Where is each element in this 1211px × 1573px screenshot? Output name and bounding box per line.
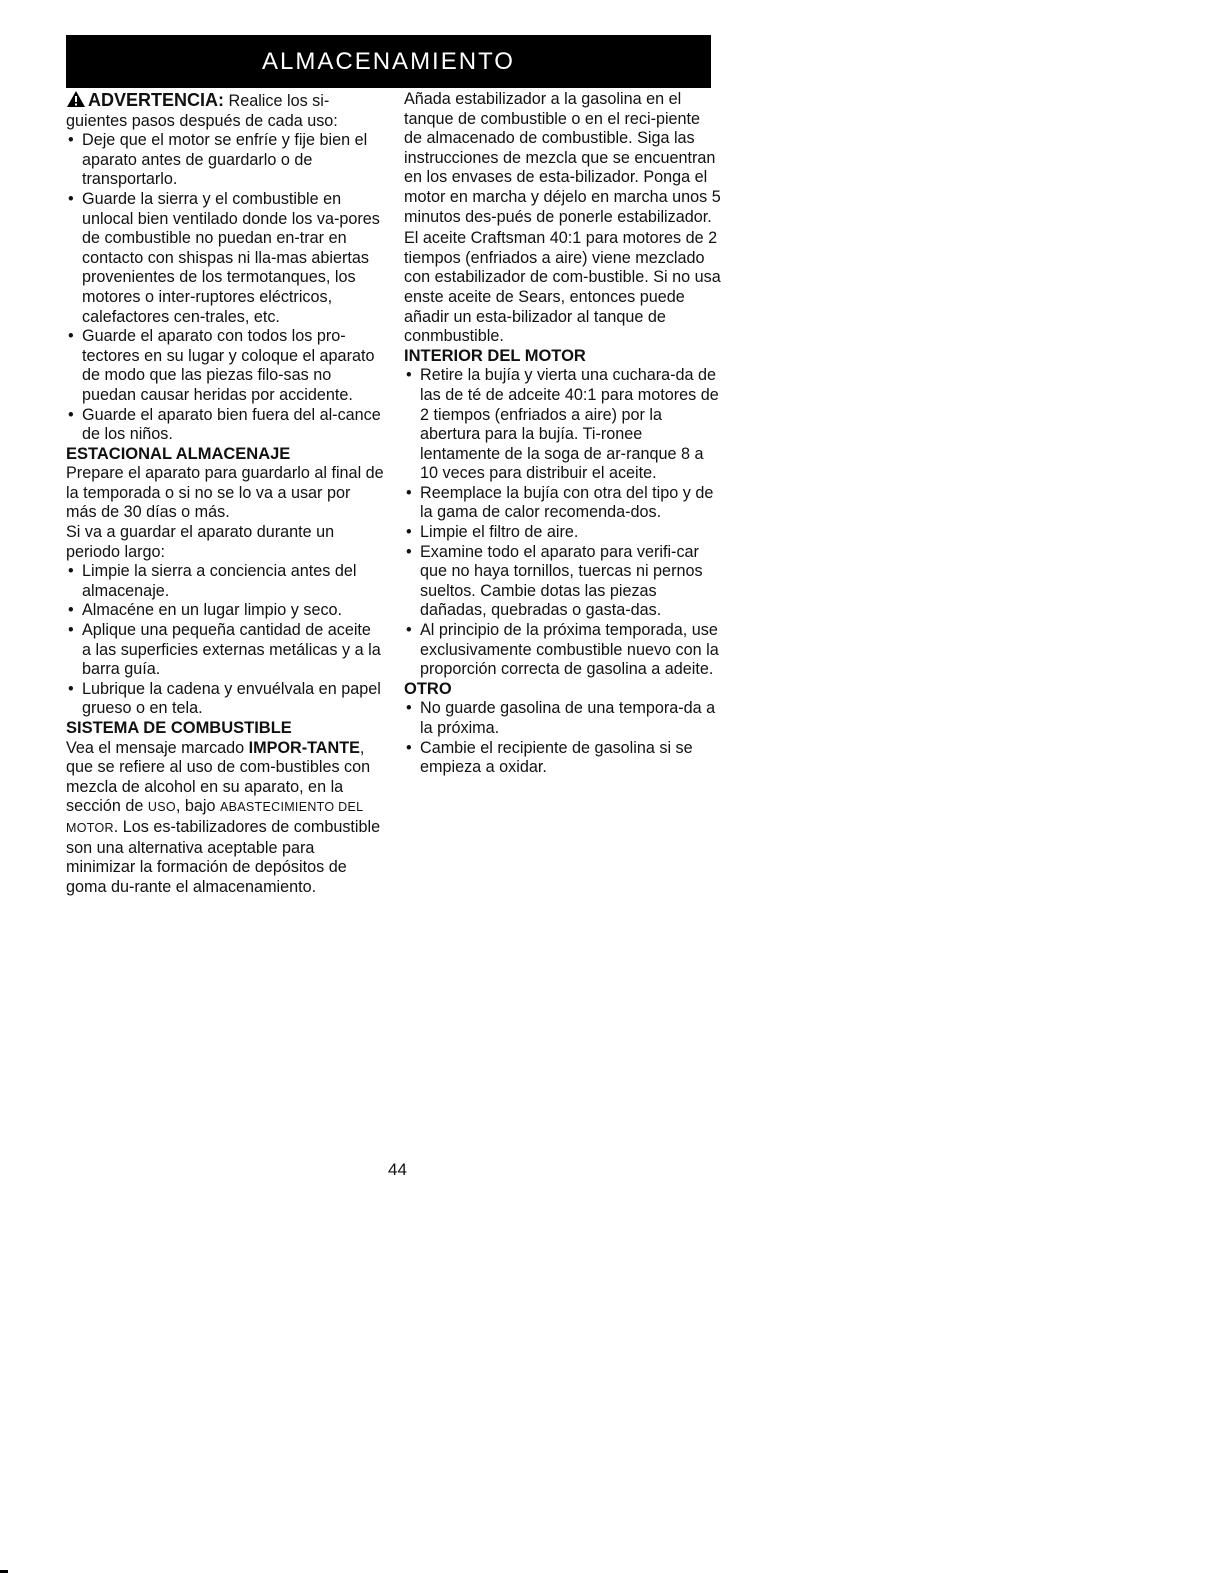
warning-paragraph [66,90,384,131]
list-item: • Reemplace la bujía con otra del tipo y de la gama de calor recomenda-dos. [404,484,722,523]
section-title: ALMACENAMIENTO [262,47,515,75]
section-header [66,35,711,88]
list-item: • Guarde la sierra y el combustible en unlocal bien ventilado donde los va-pores de combustible no puedan en-trar en contacto con shispas ni lla-mas abiertas provenientes de los termotanques, los motores o inter-ruptores eléctricos, calefactores cen-trales, etc. [66,190,384,327]
list-item: • Deje que el motor se enfríe y fije bien el aparato antes de guardarlo o de transportarlo. [66,131,384,190]
other-heading: OTRO [404,679,452,698]
warning-list [66,131,384,445]
right-column [404,90,722,778]
list-item: • No guarde gasolina de una tempora-da a la próxima. [404,699,722,738]
seasonal-heading: ESTACIONAL ALMACENAJE [66,444,291,463]
abastecimiento-ref: ABASTECIMIENTO DEL MOTOR [66,800,363,835]
fuel-text-4: . Los es-tabilizadores de combustible son una alternativa aceptable para minimizar la formación de depósitos de goma du-rante el almacenamiento. [66,817,381,896]
other-list [404,699,722,777]
list-item: • Almacéne en un lugar limpio y seco. [66,601,384,621]
fuel-heading: SISTEMA DE COMBUSTIBLE [66,719,292,737]
left-column [66,90,384,897]
fuel-text-1: Vea el mensaje marcado [66,738,249,757]
page-number: 44 [388,1160,407,1179]
fuel-paragraph [66,739,384,898]
warning-text: Realice los si-guientes pasos después de cada uso: [66,92,338,130]
craftsman-oil-paragraph: El aceite Craftsman 40:1 para motores de 2 tiempos (enfriados a aire) viene mezclado con estabilizador de com-bustible. Si no usa enste aceite de Sears, entonces puede añadir un esta-bilizador al tanque de conmbustible. [404,229,721,346]
warning-label: ADVERTENCIA: [88,90,225,110]
list-item: • Limpie el filtro de aire. [404,523,722,543]
list-item: • Retire la bujía y vierta una cuchara-da de las de té de adceite 40:1 para motores de 2 tiempos (enfriados a aire) por la abertura para la bujía. Ti-ronee lentamente de la soga de ar-ranque 8 a 10 veces para distribuir el aceite. [404,366,722,484]
fuel-text-3: , bajo [175,797,220,816]
seasonal-paragraph-1: Prepare el aparato para guardarlo al final de la temporada o si no se lo va a usar por más de 30 días o más. [66,464,384,522]
list-item: • Guarde el aparato bien fuera del al-cance de los niños. [66,406,384,445]
engine-heading: INTERIOR DEL MOTOR [404,346,586,365]
list-item: • Examine todo el aparato para verifi-car que no haya tornillos, tuercas ni pernos sueltos. Cambie dotas las piezas dañadas, quebradas o gasta-das. [404,543,722,621]
list-item: • Guarde el aparato con todos los pro-tectores en su lugar y coloque el aparato de modo que las piezas filo-sas no puedan causar heridas por accidente. [66,327,384,405]
list-item: • Limpie la sierra a conciencia antes del almacenaje. [66,562,384,601]
list-item: • Lubrique la cadena y envuélvala en papel grueso o en tela. [66,680,384,719]
stabilizer-paragraph: Añada estabilizador a la gasolina en el tanque de combustible o en el reci-piente de almacenado de combustible. Siga las instrucciones de mezcla que se encuentran en los envases de esta-bilizador. Ponga el motor en marcha y déjelo en marcha unos 5 minutos des-pués de ponerle estabilizador. [404,90,721,226]
seasonal-paragraph-2: Si va a guardar el aparato durante un periodo largo: [66,523,335,561]
engine-list [404,366,722,680]
important-ref: IMPOR-TANTE [248,738,360,757]
warning-icon [66,90,86,108]
seasonal-list [66,562,384,719]
list-item: • Al principio de la próxima temporada, use exclusivamente combustible nuevo con la proporción correcta de gasolina a adeite. [404,621,722,680]
list-item: • Cambie el recipiente de gasolina si se empieza a oxidar. [404,739,722,778]
uso-ref: USO [147,800,176,815]
list-item: • Aplique una pequeña cantidad de aceite a las superficies externas metálicas y a la barra guía. [66,621,384,680]
fuel-text-2: , que se refiere al uso de com-bustibles con mezcla de alcohol en su aparato, en la sección de [66,738,371,816]
